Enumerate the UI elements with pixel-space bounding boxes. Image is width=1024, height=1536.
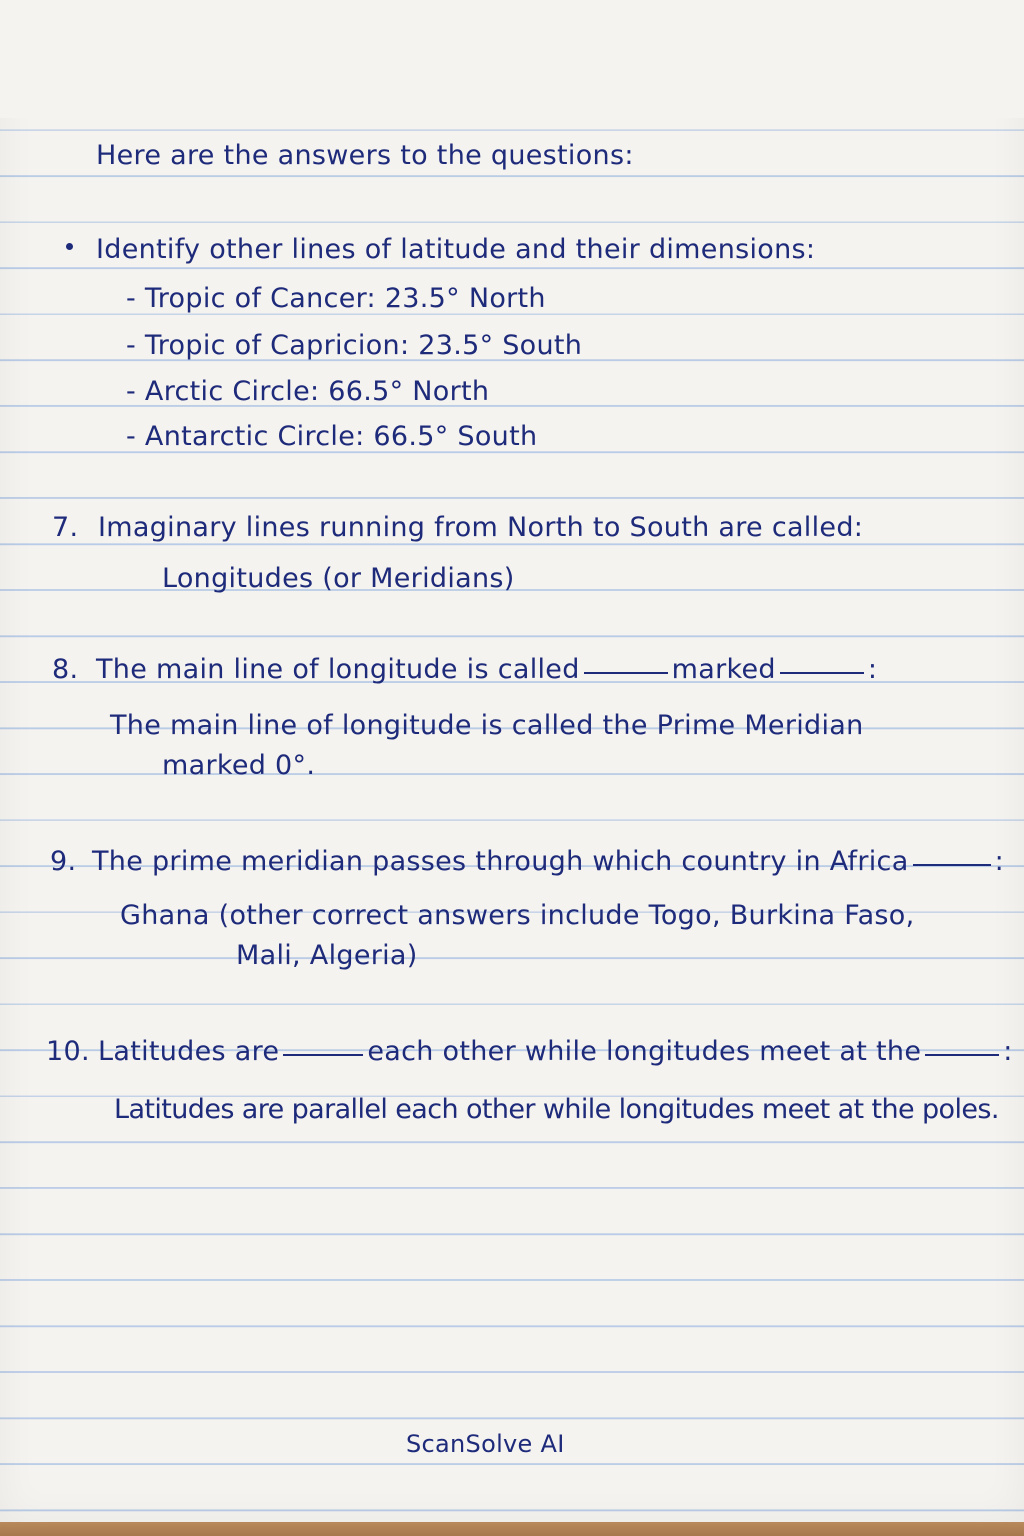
q9-question-part2: : <box>994 846 1004 877</box>
answer-blank <box>925 1054 999 1056</box>
q8-question-part1: The main line of longitude is called <box>96 654 580 685</box>
q10-number: 10. <box>46 1036 90 1067</box>
q9-answer-line1: Ghana (other correct answers include Togo, Burkina Faso, <box>120 900 915 931</box>
q9-number: 9. <box>50 846 77 877</box>
q8-question-part2: marked <box>671 654 776 685</box>
q10-question-part2: each other while longitudes meet at the <box>367 1036 922 1067</box>
answer-blank <box>913 864 991 866</box>
q8-question <box>96 654 877 685</box>
answer-blank <box>283 1054 363 1056</box>
page-heading: Here are the answers to the questions: <box>96 140 634 171</box>
q9-question-part1: The prime meridian passes through which country in Africa <box>92 846 909 877</box>
bullet-point <box>66 243 73 250</box>
q9-answer-line2: Mali, Algeria) <box>236 940 418 971</box>
q8-question-part3: : <box>867 654 878 685</box>
q8-number: 8. <box>52 654 79 685</box>
q7-answer: Longitudes (or Meridians) <box>162 563 515 594</box>
q10-question-part1: Latitudes are <box>98 1036 280 1067</box>
q10-question <box>98 1036 1013 1067</box>
q8-answer-line2: marked 0°. <box>162 750 316 781</box>
answer-blank <box>780 672 864 674</box>
table-surface <box>0 1522 1024 1536</box>
q10-answer: Latitudes are parallel each other while longitudes meet at the poles. <box>114 1094 999 1125</box>
q7-number: 7. <box>52 512 79 543</box>
q7-question: Imaginary lines running from North to South are called: <box>98 512 864 543</box>
footer-brand: ScanSolve AI <box>406 1430 565 1458</box>
latitude-item: - Arctic Circle: 66.5° North <box>126 376 490 407</box>
q9-question <box>92 846 1004 877</box>
q10-question-part3: : <box>1003 1036 1013 1067</box>
latitude-item: - Tropic of Cancer: 23.5° North <box>126 283 546 314</box>
latitude-item: - Tropic of Capricion: 23.5° South <box>126 330 583 361</box>
answer-blank <box>584 672 668 674</box>
latitude-item: - Antarctic Circle: 66.5° South <box>126 421 538 452</box>
latitude-question: Identify other lines of latitude and their dimensions: <box>96 234 816 265</box>
q8-answer-line1: The main line of longitude is called the Prime Meridian <box>110 710 864 741</box>
